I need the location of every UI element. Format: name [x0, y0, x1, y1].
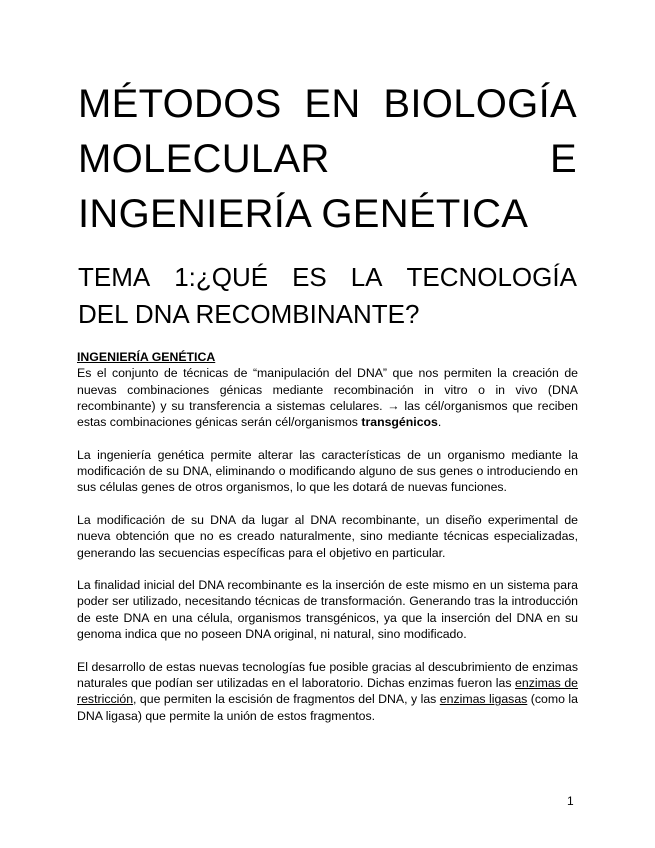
- section-heading: INGENIERÍA GENÉTICA: [77, 350, 216, 364]
- paragraph-enzymes: [77, 659, 578, 724]
- title-word: EN: [304, 82, 361, 126]
- subtitle-word: 1:¿QUÉ: [174, 262, 269, 292]
- paragraph-text: Es el conjunto de técnicas de “manipulación del DNA” que nos permiten la creación de nuevas combinaciones génicas mediante recombinación in vitro o in vivo (DNA recombinante) y su transferencia a sistemas celulares. → las cél/organismos que reciben estas combinaciones génicas serán cél/organismos: [77, 366, 578, 430]
- paragraph-purpose: La finalidad inicial del DNA recombinante es la inserción de este mismo en un sistema para poder ser utilizado, necesitando técnicas de transformación. Generando tras la introducción de este DNA en una célula, organismos transgénicos, ya que la inserción del DNA en su genoma indica que no poseen DNA original, ni natural, sino modificado.: [77, 578, 578, 642]
- subtitle-word: ES: [292, 262, 327, 292]
- title-word: MOLECULAR: [78, 137, 330, 181]
- paragraph-genetic-engineering: La ingeniería genética permite alterar las características de un organismo mediante la modificación de su DNA, eliminando o modificando alguno de sus genes o introduciendo en sus células genes de otros organismos, lo que les dotará de nuevas funciones.: [77, 447, 578, 495]
- paragraph-recombinant-dna: La modificación de su DNA da lugar al DNA recombinante, un diseño experimental de nueva obtención que no es creado naturalmente, sino mediante técnicas especializadas, generando las secuencias específicas para el objetivo en particular.: [77, 512, 578, 560]
- subtitle-word: TECNOLOGÍA: [406, 262, 577, 292]
- paragraph-end: .: [437, 415, 442, 430]
- title-word: E: [550, 137, 577, 181]
- topic-subtitle-line-2: DEL DNA RECOMBINANTE?: [78, 299, 420, 329]
- document-title-line-1: [78, 77, 577, 132]
- paragraph-text: (como la DNA ligasa) que permite la unión de estos fragmentos.: [77, 692, 578, 723]
- paragraph-text: El desarrollo de estas nuevas tecnologías fue posible gracias al descubrimiento de enzimas naturales que podían ser utilizadas en el laboratorio. Dichas enzimas fueron las: [77, 659, 578, 690]
- subtitle-word: LA: [350, 262, 383, 292]
- paragraph-text: , que permiten la escisión de fragmentos del DNA, y las: [133, 692, 440, 707]
- paragraph-definition: [77, 365, 578, 430]
- bold-term: transgénicos: [361, 415, 438, 430]
- underlined-term: enzimas de restricción: [77, 675, 579, 707]
- underlined-term: enzimas ligasas: [439, 692, 528, 707]
- title-word: BIOLOGÍA: [383, 82, 577, 126]
- subtitle-word: TEMA: [78, 262, 151, 292]
- document-body: [77, 349, 578, 724]
- document-title-line-3: INGENIERÍA GENÉTICA: [78, 192, 529, 236]
- document-title-line-2: [78, 132, 577, 187]
- page-number: 1: [567, 794, 574, 808]
- title-word: MÉTODOS: [78, 82, 282, 126]
- topic-subtitle-line-1: [78, 259, 577, 296]
